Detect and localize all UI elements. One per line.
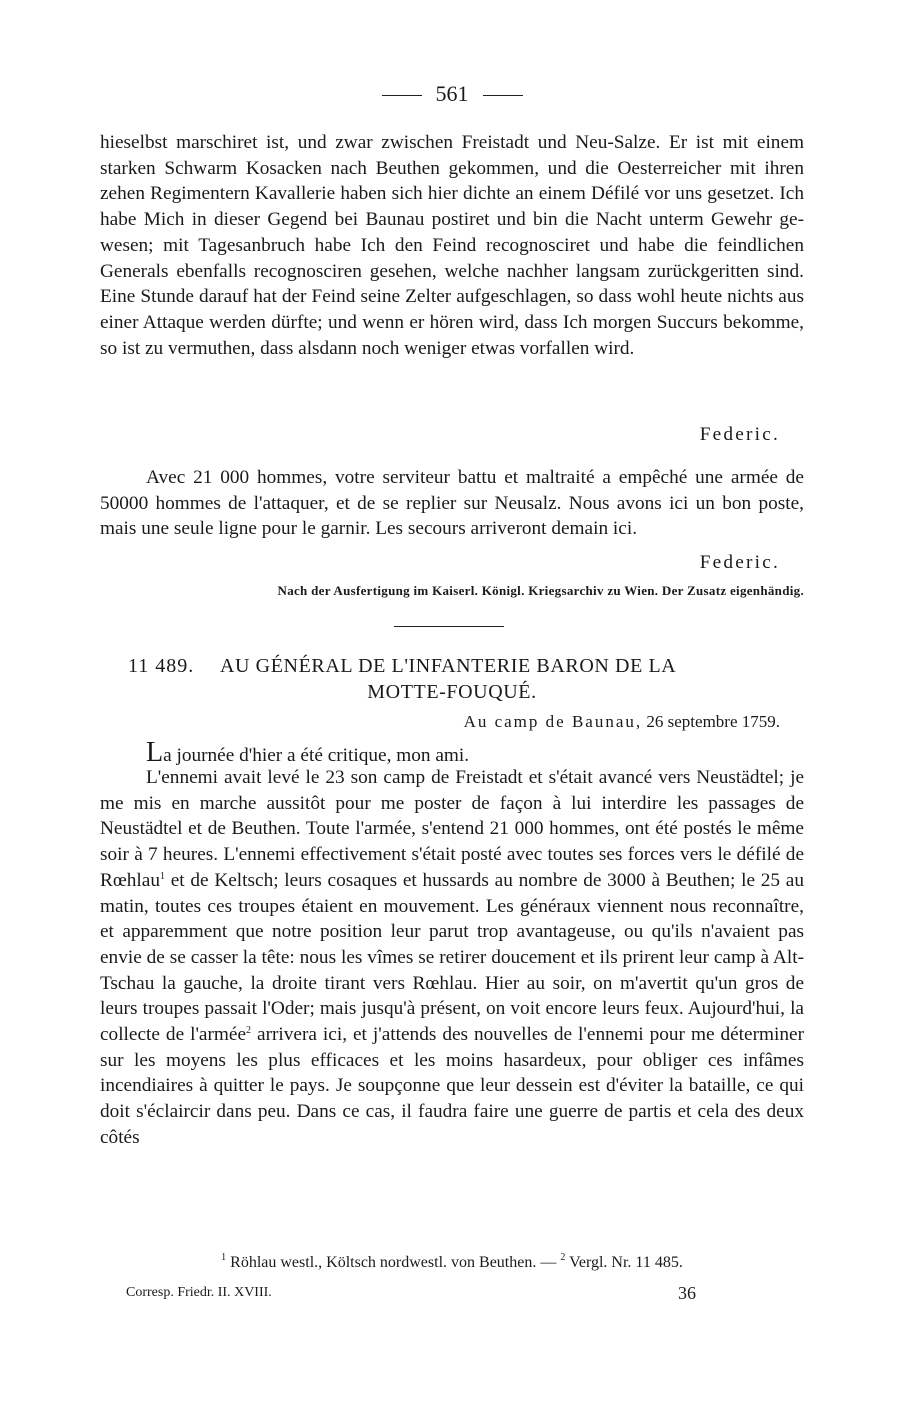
page-number: 561 bbox=[435, 81, 469, 106]
opening-text: a journée d'hier a été critique, mon ami. bbox=[163, 745, 470, 766]
footnote-1-marker: 1 bbox=[221, 1252, 227, 1263]
footnotes bbox=[100, 1254, 804, 1272]
dateline-place: Au camp de Baunau, bbox=[463, 712, 643, 731]
letter2-body-part2: et de Keltsch; leurs cosaques et hussards au nombre de 3000 à Beuthen; le 25 au matin, toutes ces troupes étaient en mouvement. Les généraux viennent nous reconnaître, et apparemment que notre position leur parut trop avantageuse, ou qu'ils n'avaient pas envie de se casser la tête: nous les vîmes se retirer doucement et ils prirent leur camp à Alt-Tschau la gauche, la droite tirant vers Rœhlau. Hier au soir, on m'avertit qu'un gros de leurs troupes passait l'Oder; mais jusqu'à présent, on voit encore leurs feux. Aujourd'hui, la collecte de l'armée bbox=[100, 869, 804, 1046]
document-page bbox=[100, 0, 804, 1404]
letter2-body-part1: L'ennemi avait levé le 23 son camp de Freistadt et s'était avancé vers Neustädtel; je me mis en marche aussitôt pour me poster de façon à lui interdire les passages de Neustädtel et de Beuthen. Toute l'armée, s'entend 21 000 hommes, ont été postés le même soir à 7 heures. L'ennemi effectivement s'était posté avec toutes ses forces vers le défilé de Rœhlau bbox=[100, 767, 804, 891]
dateline-date: 26 septembre 1759. bbox=[642, 712, 780, 731]
footer-signature-mark: 36 bbox=[678, 1283, 696, 1303]
letter1-signature: Federic. bbox=[699, 424, 780, 445]
postscript-body: Avec 21 000 hommes, votre serviteur battu et maltraité a empêché une armée de 50000 hommes de l'attaquer, et de se replier sur Neusalz. Nous avons ici un bon poste, mais une seule ligne pour le garnir. Les secours arriveront demain ici. bbox=[100, 467, 804, 540]
footnote-ref-2: 2 bbox=[246, 1025, 252, 1037]
footnote-1-text: Röhlau westl., Költsch nordwestl. von Beuthen. — bbox=[230, 1254, 557, 1271]
source-note: Nach der Ausfertigung im Kaiserl. Königl. Kriegsarchiv zu Wien. Der Zusatz eigenhändig. bbox=[277, 583, 804, 598]
page-header bbox=[100, 80, 804, 108]
letter-number: 11 489. bbox=[128, 655, 195, 677]
header-dash-left bbox=[382, 95, 422, 96]
letter1-body: hieselbst marschiret ist, und zwar zwischen Freistadt und Neu-Salze. Er ist mit einem starken Schwarm Kosacken nach Beuthen gekommen, und die Oesterreicher mit ihren zehen Regimentern Kavallerie haben sich hier dichte an einem Défilé vor uns gesetzet. Ich habe Mich in dieser Gegend bei Baunau postiret und bin die Nacht unterm Gewehr gewesen; mit Tagesanbruch habe Ich den Feind recognosciret und habe die feindlichen Generals ebenfalls recognosciren gesehen, welche nachher langsam zurückgeritten sind. Eine Stunde darauf hat der Feind seine Zelter aufgeschlagen, so dass wohl heute nichts aus einer Attaque werden dürfte; und wenn er hören wird, dass Ich morgen Succurs bekomme, so ist zu vermuthen, dass alsdann noch weniger etwas vorfallen wird. bbox=[100, 132, 804, 359]
letter2-body bbox=[100, 765, 804, 1151]
opening-initial: L bbox=[146, 737, 164, 768]
footer-source: Corresp. Friedr. II. XVIII. bbox=[126, 1285, 272, 1300]
heading-line-1: AU GÉNÉRAL DE L'INFANTERIE BARON DE LA bbox=[220, 655, 677, 677]
footnote-ref-1: 1 bbox=[159, 870, 165, 882]
header-dash-right bbox=[483, 95, 523, 96]
footnote-2-marker: 2 bbox=[560, 1252, 566, 1263]
postscript-signature: Federic. bbox=[699, 552, 780, 573]
footnote-2-text: Vergl. Nr. 11 485. bbox=[569, 1254, 683, 1271]
dateline bbox=[464, 712, 780, 732]
letter2-body-part3: arrivera ici, et j'attends des nouvelles de l'ennemi pour me déterminer sur les moyens les plus efficaces et les moins hasardeux, pour obliger ces infâmes incendiaires à quitter le pays. Je soupçonne que leur dessein est d'éviter la bataille, ce qui doit s'éclaircir dans peu. Dans ce cas, il faudra faire une guerre de partis et cela des deux côtés bbox=[100, 1024, 804, 1148]
heading-line-2: MOTTE-FOUQUÉ. bbox=[367, 681, 537, 703]
section-divider bbox=[394, 626, 504, 627]
